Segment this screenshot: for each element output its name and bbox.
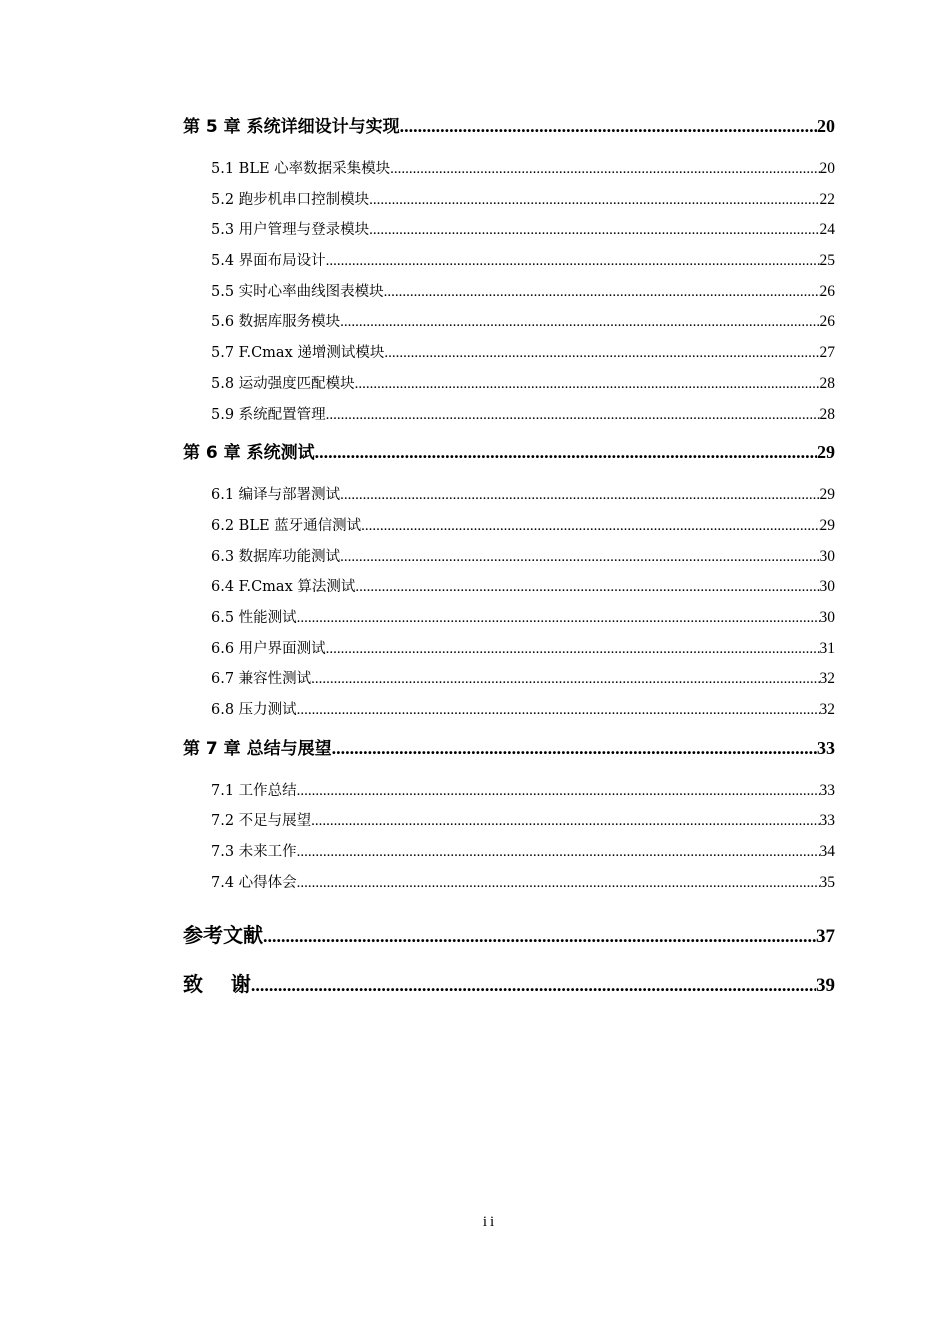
section-page-number: 35	[819, 873, 835, 891]
dot-leader	[384, 277, 820, 308]
section-page-number: 20	[819, 160, 835, 177]
toc-section-5-1[interactable]	[183, 154, 835, 185]
dot-leader	[355, 369, 820, 400]
section-title: 5.8 运动强度匹配模块	[211, 375, 355, 392]
toc-chapter-5[interactable]	[183, 111, 835, 142]
toc-section-6-6[interactable]	[183, 634, 835, 665]
dot-leader	[297, 603, 820, 634]
chapter-page-number: 29	[817, 442, 835, 463]
section-title: 6.6 用户界面测试	[211, 640, 326, 657]
section-page-number: 26	[819, 313, 835, 331]
toc-section-6-2[interactable]	[183, 511, 835, 542]
dot-leader	[326, 246, 820, 277]
references-title: 参考文献	[183, 923, 263, 948]
dot-leader	[332, 733, 817, 764]
section-title: 6.4 F.Cmax 算法测试	[211, 579, 356, 596]
section-page-number: 25	[819, 252, 835, 270]
dot-leader	[340, 307, 819, 338]
dot-leader	[297, 868, 820, 899]
dot-leader	[361, 511, 819, 542]
section-page-number: 29	[819, 486, 835, 504]
dot-leader	[369, 185, 819, 216]
section-page-number: 32	[819, 670, 835, 688]
toc-section-6-4[interactable]	[183, 572, 835, 603]
dot-leader	[384, 338, 819, 369]
section-page-number: 34	[819, 843, 835, 861]
dot-leader	[340, 480, 819, 511]
section-title: 6.5 性能测试	[211, 609, 297, 626]
chapter-title: 第 5 章 系统详细设计与实现	[183, 117, 400, 137]
section-title: 6.8 压力测试	[211, 702, 297, 718]
dot-leader	[297, 837, 820, 868]
acknowledgements-title: 致 谢	[183, 972, 251, 997]
toc-section-5-6[interactable]	[183, 307, 835, 338]
section-page-number: 30	[819, 578, 835, 596]
toc-section-6-1[interactable]	[183, 480, 835, 511]
section-page-number: 26	[819, 282, 835, 300]
section-title: 5.9 系统配置管理	[211, 406, 326, 423]
section-title: 5.6 数据库服务模块	[211, 314, 341, 331]
dot-leader	[326, 400, 820, 431]
section-title: 5.3 用户管理与登录模块	[211, 222, 370, 239]
section-title: 6.7 兼容性测试	[211, 671, 312, 688]
toc-section-5-5[interactable]	[183, 277, 835, 308]
toc-section-6-8[interactable]	[183, 695, 835, 726]
toc-section-7-3[interactable]	[183, 837, 835, 868]
dot-leader	[400, 111, 817, 142]
section-title: 5.7 F.Cmax 递增测试模块	[211, 345, 385, 362]
toc-references[interactable]	[183, 915, 835, 955]
section-page-number: 32	[819, 701, 835, 718]
dot-leader	[315, 437, 817, 468]
dot-leader	[326, 634, 820, 665]
toc-chapter-6[interactable]	[183, 437, 835, 468]
toc-section-7-2[interactable]	[183, 806, 835, 837]
references-page-number: 37	[816, 926, 835, 948]
dot-leader	[311, 664, 819, 695]
section-page-number: 31	[819, 639, 835, 657]
dot-leader	[297, 695, 820, 726]
dot-leader	[251, 965, 816, 1004]
section-page-number: 27	[819, 344, 835, 362]
section-title: 7.3 未来工作	[211, 844, 297, 861]
toc-section-5-7[interactable]	[183, 338, 835, 369]
dot-leader	[311, 806, 819, 837]
toc-chapter-7[interactable]	[183, 733, 835, 764]
section-page-number: 22	[819, 190, 835, 208]
toc-section-7-4[interactable]	[183, 868, 835, 899]
section-title: 7.4 心得体会	[211, 874, 297, 891]
toc-section-5-8[interactable]	[183, 369, 835, 400]
section-title: 7.2 不足与展望	[211, 813, 312, 830]
toc-section-6-3[interactable]	[183, 542, 835, 573]
chapter-title: 第 6 章 系统测试	[183, 443, 315, 464]
section-title: 5.2 跑步机串口控制模块	[211, 191, 370, 208]
dot-leader	[340, 542, 819, 573]
section-page-number: 24	[819, 221, 835, 239]
section-page-number: 28	[819, 374, 835, 392]
section-page-number: 33	[819, 812, 835, 830]
chapter-title: 第 7 章 总结与展望	[183, 738, 332, 759]
chapter-page-number: 20	[817, 116, 835, 136]
table-of-contents	[183, 111, 835, 1004]
section-title: 6.3 数据库功能测试	[211, 548, 341, 565]
section-page-number: 33	[819, 781, 835, 799]
toc-section-5-2[interactable]	[183, 185, 835, 216]
section-page-number: 30	[819, 547, 835, 565]
section-page-number: 29	[819, 516, 835, 534]
chapter-page-number: 33	[817, 737, 835, 758]
section-title: 6.1 编译与部署测试	[211, 487, 341, 504]
toc-section-5-3[interactable]	[183, 215, 835, 246]
acknowledgements-page-number: 39	[816, 975, 835, 997]
section-title: 5.5 实时心率曲线图表模块	[211, 283, 384, 300]
dot-leader	[297, 776, 820, 807]
toc-section-7-1[interactable]	[183, 776, 835, 807]
dot-leader	[355, 572, 819, 603]
section-page-number: 28	[819, 405, 835, 423]
section-title: 5.1 BLE 心率数据采集模块	[211, 161, 391, 177]
toc-section-6-5[interactable]	[183, 603, 835, 634]
section-title: 7.1 工作总结	[211, 782, 297, 799]
section-title: 5.4 界面布局设计	[211, 253, 326, 270]
page-footer-number: ii	[482, 1214, 498, 1230]
toc-section-6-7[interactable]	[183, 664, 835, 695]
dot-leader	[263, 916, 816, 955]
section-page-number: 30	[819, 608, 835, 626]
toc-section-5-9[interactable]	[183, 400, 835, 431]
dot-leader	[390, 154, 819, 185]
toc-acknowledgements[interactable]	[183, 964, 835, 1004]
toc-section-5-4[interactable]	[183, 246, 835, 277]
section-title: 6.2 BLE 蓝牙通信测试	[211, 517, 362, 534]
dot-leader	[369, 215, 819, 246]
